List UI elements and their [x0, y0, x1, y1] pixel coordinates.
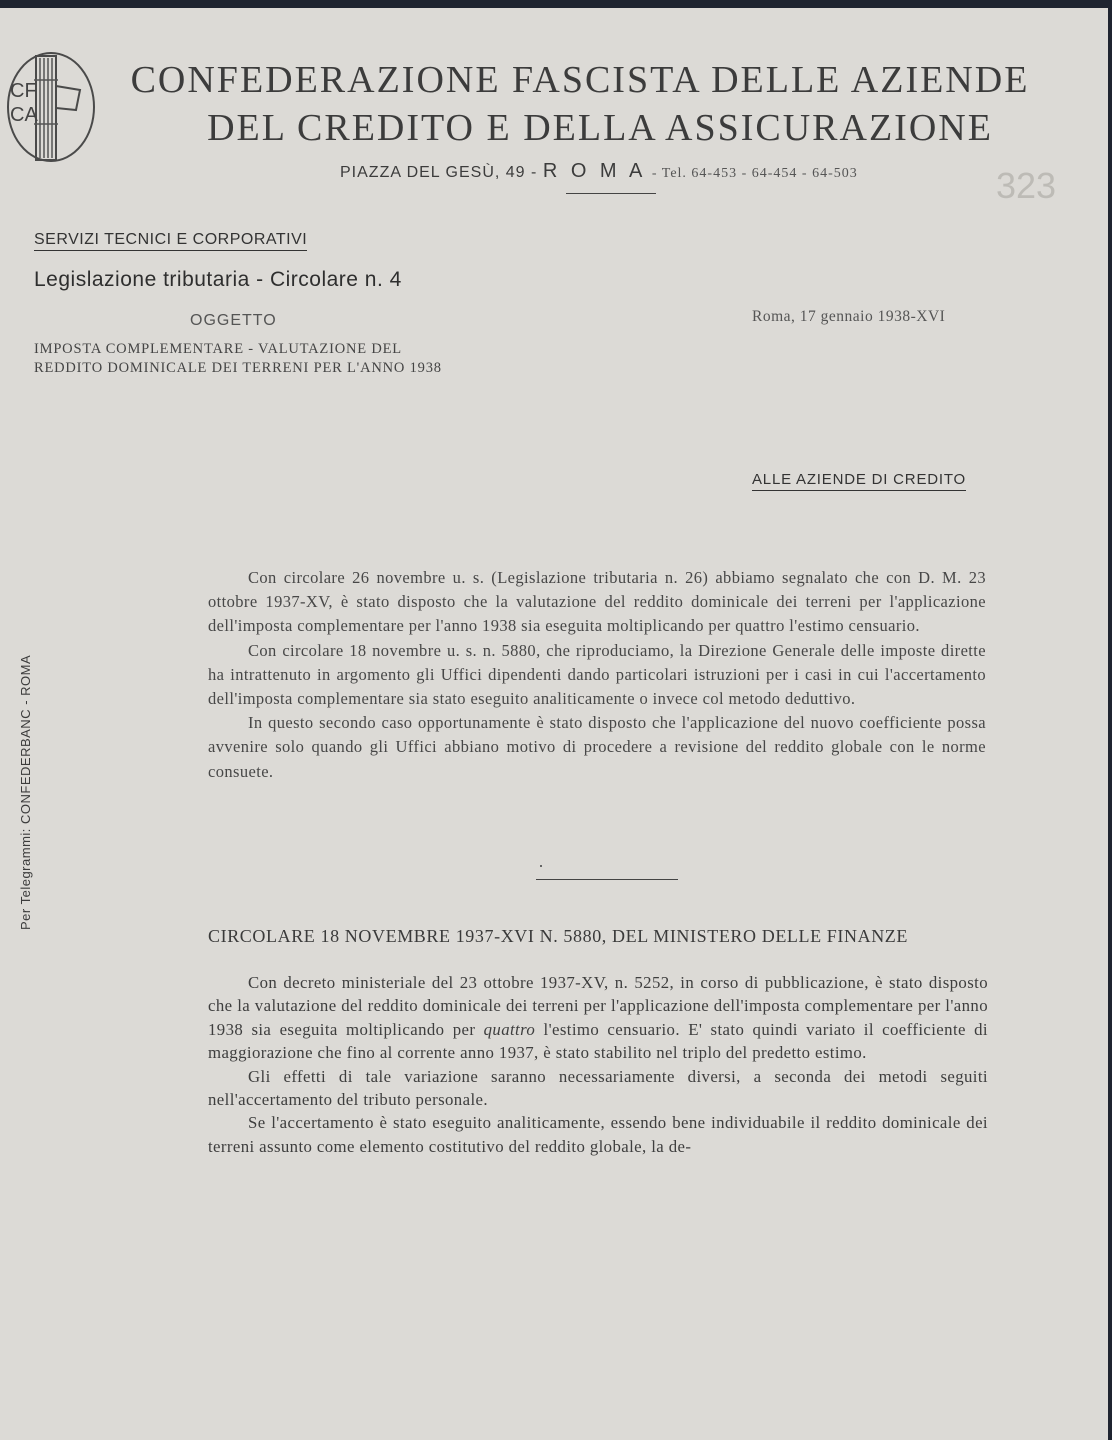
ministry-paragraph-1-emphasis: quattro: [483, 1019, 536, 1039]
scan-top-border: [0, 0, 1112, 8]
department-heading: SERVIZI TECNICI E CORPORATIVI: [34, 231, 307, 251]
scan-right-border: [1108, 0, 1112, 1440]
addressee: ALLE AZIENDE DI CREDITO: [752, 471, 966, 491]
ministry-circular-heading: CIRCOLARE 18 NOVEMBRE 1937-XVI N. 5880, DEL MINISTERO DELLE FINANZE: [208, 926, 908, 946]
ministry-paragraph-2: Gli effetti di tale variazione saranno necessariamente diversi, a seconda dei metodi seguiti nell'accertamento del tributo personale.: [208, 1066, 988, 1110]
address-street: PIAZZA DEL GESÙ, 49 -: [340, 164, 538, 181]
circular-title: Legislazione tributaria - Circolare n. 4: [34, 268, 402, 291]
intro-paragraph-1: Con circolare 26 novembre u. s. (Legislazione tributaria n. 26) abbiamo segnalato che con D. M. 23 ottobre 1937-XV, è stato disposto che la valutazione del reddito dominicale dei terreni per l'applicazione dell'imposta complementare per l'anno 1938 sia eseguita moltiplicando per quattro l'estimo censuario.: [208, 568, 986, 636]
ministry-body: [208, 971, 988, 1158]
intro-paragraph-2: Con circolare 18 novembre u. s. n. 5880, che riproduciamo, la Direzione Generale delle imposte dirette ha intrattenuto in argomento gli Uffici dipendenti dando particolari istruzioni per i casi in cui l'accertamento dell'imposta complementare sia stato eseguito analiticamente o invece col metodo deduttivo.: [208, 640, 986, 709]
intro-paragraph-3: In questo secondo caso opportunamente è stato disposto che l'applicazione del nuovo coefficiente possa avvenire solo quando gli Uffici abbiano motivo di procedere a revisione del reddito globale con le norme consuete.: [208, 713, 986, 781]
ministry-paragraph-1-part-b: l'estimo censuario. E' stato quindi variato il coefficiente di maggiorazione che fino al corrente anno 1937, è stato stabilito nel triplo del predetto estimo.: [208, 1019, 988, 1063]
pencil-page-number: 323: [996, 165, 1057, 206]
date-line: Roma, 17 gennaio 1938-XVI: [752, 308, 946, 325]
address-telephone: - Tel. 64-453 - 64-454 - 64-503: [651, 166, 858, 181]
subject-label: OGGETTO: [190, 312, 277, 329]
section-separator: [536, 879, 678, 880]
letterhead-rule: [566, 193, 656, 194]
address-city: R O M A: [542, 160, 647, 182]
intro-body: [208, 566, 986, 784]
ministry-paragraph-1-part-a: Con decreto ministeriale del 23 ottobre 1937-XV, n. 5252, in corso di pubblicazione, è stato disposto che la valutazione del reddito dominicale dei terreni per l'applicazione dell'imposta complementare per l'anno 1938 sia eseguita moltiplicando per: [208, 973, 988, 1039]
subject-text: IMPOSTA COMPLEMENTARE - VALUTAZIONE DEL REDDITO DOMINICALE DEI TERRENI PER L'ANNO 1938: [34, 341, 442, 376]
letterhead-line-2: DEL CREDITO E DELLA ASSICURAZIONE: [207, 107, 993, 149]
letterhead-address: [340, 160, 858, 183]
ministry-paragraph-1: [208, 971, 988, 1065]
letterhead-line-1: CONFEDERAZIONE FASCISTA DELLE AZIENDE: [130, 59, 1030, 101]
logo-letters-top: CF: [10, 80, 37, 102]
logo-letters-bottom: CA: [10, 104, 38, 126]
separator-dot: [540, 865, 542, 867]
ministry-paragraph-3: Se l'accertamento è stato eseguito analiticamente, essendo bene individuabile il reddito dominicale dei terreni assunto come elemento costitutivo del reddito globale, la de-: [208, 1113, 988, 1156]
telegram-side-note: Per Telegrammi: CONFEDERBANC - ROMA: [18, 654, 33, 930]
